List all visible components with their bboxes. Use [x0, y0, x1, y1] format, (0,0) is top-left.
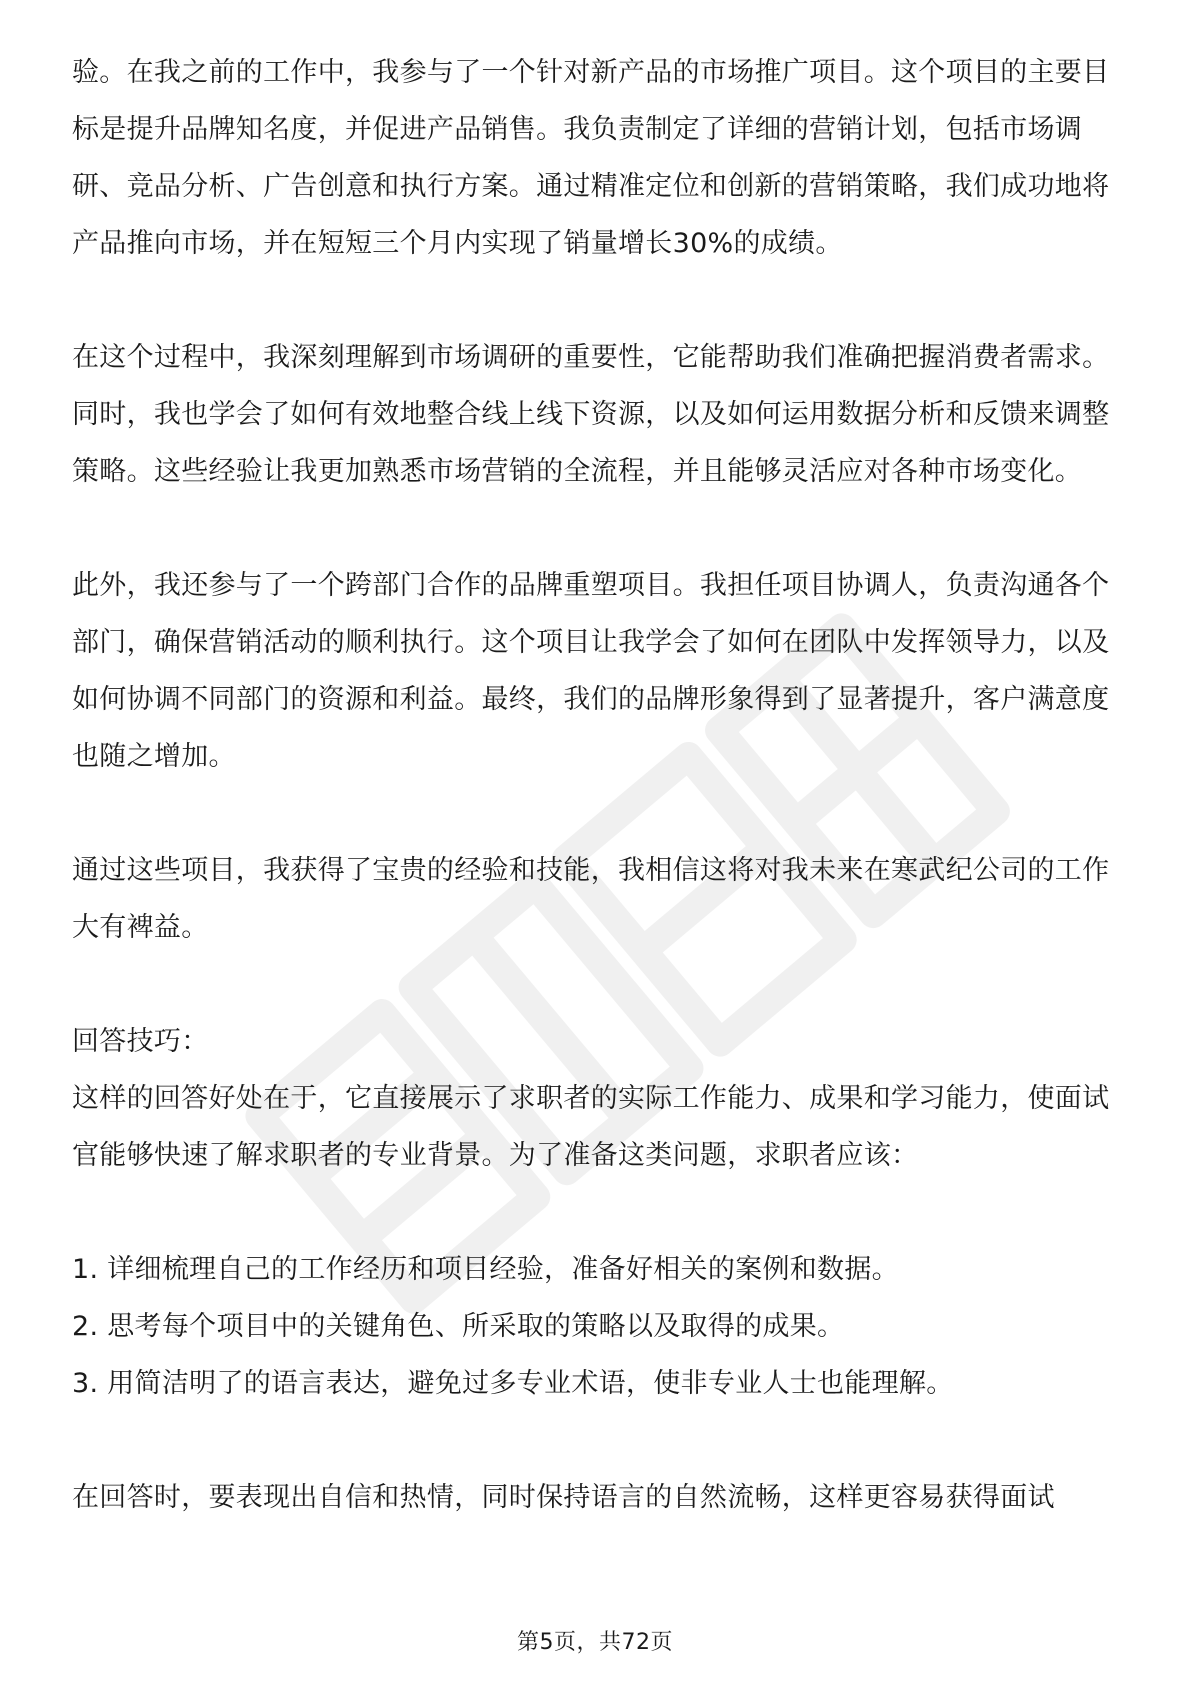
list-item: 2. 思考每个项目中的关键角色、所采取的策略以及取得的成果。 — [72, 1311, 845, 1342]
document-body — [72, 44, 1117, 1583]
paragraph-project-experience: 验。在我之前的工作中，我参与了一个针对新产品的市场推广项目。这个项目的主要目标是提升品牌知名度，并促进产品销售。我负责制定了详细的营销计划，包括市场调研、竞品分析、广告创意和执行方案。通过精准定位和创新的营销策略，我们成功地将产品推向市场，并在短短三个月内实现了销量增长30%的成绩。 — [72, 57, 1110, 259]
paragraph-conclusion: 通过这些项目，我获得了宝贵的经验和技能，我相信这将对我未来在寒武纪公司的工作大有裨益。 — [72, 855, 1110, 943]
tips-list — [72, 1241, 1117, 1412]
paragraph-learning: 在这个过程中，我深刻理解到市场调研的重要性，它能帮助我们准确把握消费者需求。同时，我也学会了如何有效地整合线上线下资源，以及如何运用数据分析和反馈来调整策略。这些经验让我更加熟悉市场营销的全流程，并且能够灵活应对各种市场变化。 — [72, 342, 1110, 487]
tips-closing: 在回答时，要表现出自信和热情，同时保持语言的自然流畅，这样更容易获得面试 — [72, 1482, 1055, 1513]
tips-heading: 回答技巧： — [72, 1026, 209, 1057]
tips-intro: 这样的回答好处在于，它直接展示了求职者的实际工作能力、成果和学习能力，使面试官能够快速了解求职者的专业背景。为了准备这类问题，求职者应该： — [72, 1083, 1110, 1171]
page-number: 第5页，共72页 — [517, 1630, 673, 1655]
paragraph-rebrand-project: 此外，我还参与了一个跨部门合作的品牌重塑项目。我担任项目协调人，负责沟通各个部门，确保营销活动的顺利执行。这个项目让我学会了如何在团队中发挥领导力，以及如何协调不同部门的资源和利益。最终，我们的品牌形象得到了显著提升，客户满意度也随之增加。 — [72, 570, 1110, 772]
list-item: 3. 用简洁明了的语言表达，避免过多专业术语，使非专业人士也能理解。 — [72, 1368, 954, 1399]
list-item: 1. 详细梳理自己的工作经历和项目经验，准备好相关的案例和数据。 — [72, 1254, 899, 1285]
